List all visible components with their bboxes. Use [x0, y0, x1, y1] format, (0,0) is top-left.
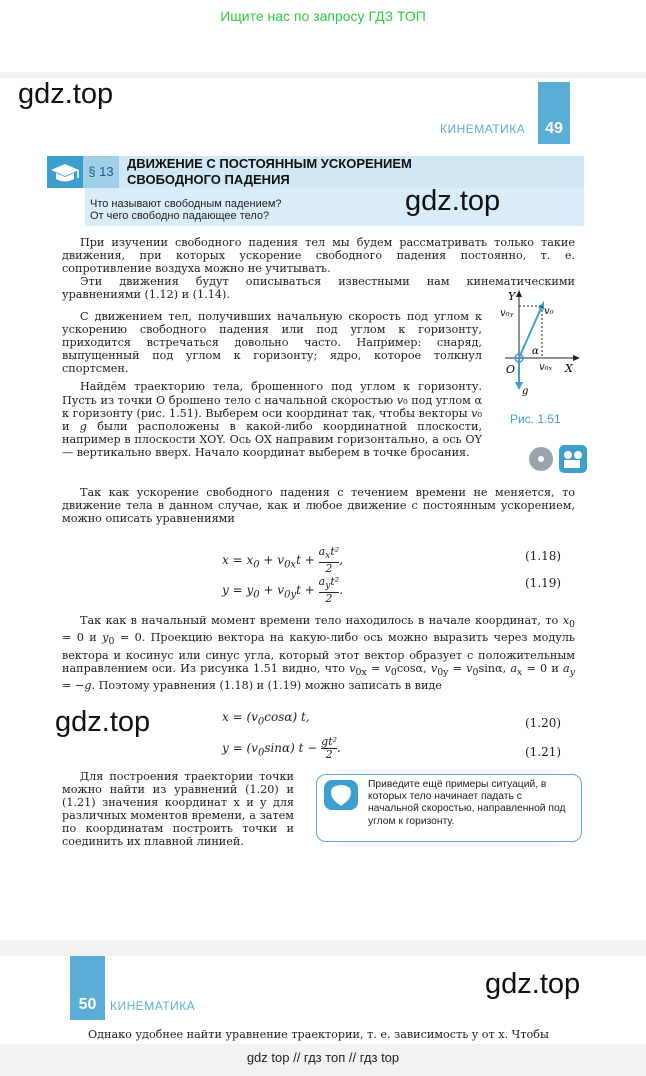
- equation-number: (1.18): [525, 549, 562, 563]
- svg-text:α: α: [532, 346, 539, 357]
- equation-1-19: $y = y_0 + v_{0y}t$ + $a_yt^2$ 2 .: [222, 575, 344, 606]
- note-text: Приведите ещё примеры ситуаций, в которых тело начинает падать с начальной скоростью, направленной под углом к горизонту.: [368, 779, 566, 827]
- equation-1-20: $x = (v_0\cos\alpha)$ t,: [222, 710, 310, 728]
- section-number: § 13: [83, 156, 119, 188]
- paragraph-part: Проекцию вектора на какую-либо ось можно выразить через модуль вектора и косинус или синус угла, который этот вектор образует с положительным направлением оси. Из рисунка 1.51 видно, что: [62, 631, 575, 675]
- equation-1-21: $y = (v_0\sin\alpha) t$ − $\frac{\text{gt²}}{2}$ .: [222, 735, 341, 761]
- svg-text:v₀: v₀: [544, 306, 554, 317]
- paragraph-part: были расположены в какой-либо координатной плоскости, например в плоскости XOY. Ось OX направим горизонтально, а ось OY — вертикально вверх. Начало координат выберем в точке бросания.: [62, 419, 483, 459]
- discussion-icon: [324, 780, 358, 810]
- paragraph: Найдём траекторию тела, брошенного под углом к горизонту. Пусть из точки O брошено тело с начальной скоростью v₀ под углом α к горизонту (рис. 1.51). Выберем оси координат так, чтобы векторы v₀ и g были расположены в какой-либо координатной плоскости, например в плоскости XOY. Ось OX направим горизонтально, а ось OY — вертикально вверх. Начало координат выберем в точке бросания.: [62, 380, 483, 459]
- equation-number: (1.19): [525, 576, 562, 590]
- page-number: 49: [545, 120, 563, 137]
- svg-text:X: X: [565, 362, 573, 375]
- paragraph: Так как в начальный момент времени тело находилось в начале координат, то $x_0 = 0$ и $y_0 = 0$. Проекцию вектора на какую-либо ось можно выразить через модуль вектора и косинус или синус угла, который этот вектор образует с положительным направлением оси. Из рисунка 1.51 видно, что $v_{0x} = v_0\cos\alpha$, $v_{0y} = v_0\sin\alpha$, $a_x = 0$ и $a_y = -g$. Поэтому уравнения (1.18) и (1.19) можно записать в виде: [62, 614, 575, 693]
- running-head: КИНЕМАТИКА: [440, 122, 526, 136]
- paragraph-part: и: [62, 419, 70, 433]
- watermark: gdz.top: [485, 968, 581, 1000]
- paragraph-part: под углом α к горизонту (рис. 1.51). Выберем оси координат так, чтобы векторы: [62, 393, 483, 420]
- watermark: gdz.top: [405, 185, 501, 217]
- title-line-2: СВОБОДНОГО ПАДЕНИЯ: [127, 172, 290, 187]
- graduation-cap-icon: [47, 156, 83, 188]
- svg-text:v₀ₓ: v₀ₓ: [539, 362, 553, 373]
- figure-caption: Рис. 1.51: [510, 412, 561, 426]
- page-number: 50: [78, 996, 97, 1013]
- intro-questions: [90, 198, 282, 222]
- text-block-3: [62, 486, 575, 525]
- media-icons[interactable]: [527, 445, 587, 473]
- title-line-1: ДВИЖЕНИЕ С ПОСТОЯННЫМ УСКОРЕНИЕМ: [127, 156, 412, 171]
- svg-text:Y: Y: [508, 290, 516, 303]
- watermark: gdz.top: [18, 78, 114, 110]
- paragraph-part: Найдём траекторию тела, брошенного под углом к горизонту. Пусть из точки O брошено тело с начальной скоростью: [62, 380, 482, 407]
- svg-text:g: g: [522, 386, 529, 397]
- text-block-5: [62, 770, 294, 849]
- watermark: gdz.top: [55, 706, 151, 738]
- page-number-tab: [70, 956, 105, 1020]
- question-1: Что называют свободным падением?: [90, 198, 282, 210]
- equation-1-18: $x = x_0 + v_{0x}t$ + $a_xt^2$ 2 ,: [222, 545, 343, 576]
- svg-text:v₀ᵧ: v₀ᵧ: [500, 308, 514, 319]
- svg-text:O: O: [506, 363, 516, 376]
- question-2: От чего свободно падающее тело?: [90, 210, 270, 222]
- paragraph-part: Поэтому уравнения (1.18) и (1.19) можно записать в виде: [98, 679, 442, 693]
- equation-number: (1.21): [525, 745, 562, 759]
- paragraph: С движением тел, получивших начальную скорость под углом к ускорению свободного падения или под углом к горизонту, приходится встречаться довольно часто. Например: снаряд, выпущенный под углом к горизонту; ядро, которое толкнул спортсмен.: [62, 310, 482, 376]
- text-line: Однако удобнее найти уравнение траектории, т. е. зависимость y от x. Чтобы: [88, 1028, 549, 1041]
- top-banner-link[interactable]: Ищите нас по запросу ГДЗ ТОП: [220, 8, 426, 24]
- section-title: [127, 156, 412, 188]
- text-block-4: [62, 614, 575, 692]
- paragraph-part: Так как в начальный момент времени тело находилось в начале координат, то: [80, 614, 559, 627]
- bottom-links[interactable]: gdz top // гдз топ // гдз top: [246, 1050, 400, 1065]
- paragraph: При изучении свободного падения тел мы будем рассматривать только такие движения, при которых ускорение свободного падения постоянно, т. е. сопротивление воздуха можно не учитывать.: [62, 236, 575, 276]
- figure-1-51: [480, 286, 590, 411]
- running-head: КИНЕМАТИКА: [110, 999, 196, 1013]
- paragraph: Для построения траектории точки можно найти из уравнений (1.20) и (1.21) значения координат x и y для различных моментов времени, а затем по координатам построить точки и соединить их плавной линией.: [62, 770, 294, 849]
- page-number-tab: [538, 82, 570, 144]
- text-block-2: [62, 310, 482, 459]
- paragraph: Так как ускорение свободного падения с течением времени не меняется, то движение тела в данном случае, как и любое движение с постоянным ускорением, можно описать уравнениями: [62, 486, 575, 526]
- equation-number: (1.20): [525, 716, 562, 730]
- paragraph: Эти движения будут описываться известными нам кинематическими уравнениями (1.12) и (1.14).: [62, 275, 575, 302]
